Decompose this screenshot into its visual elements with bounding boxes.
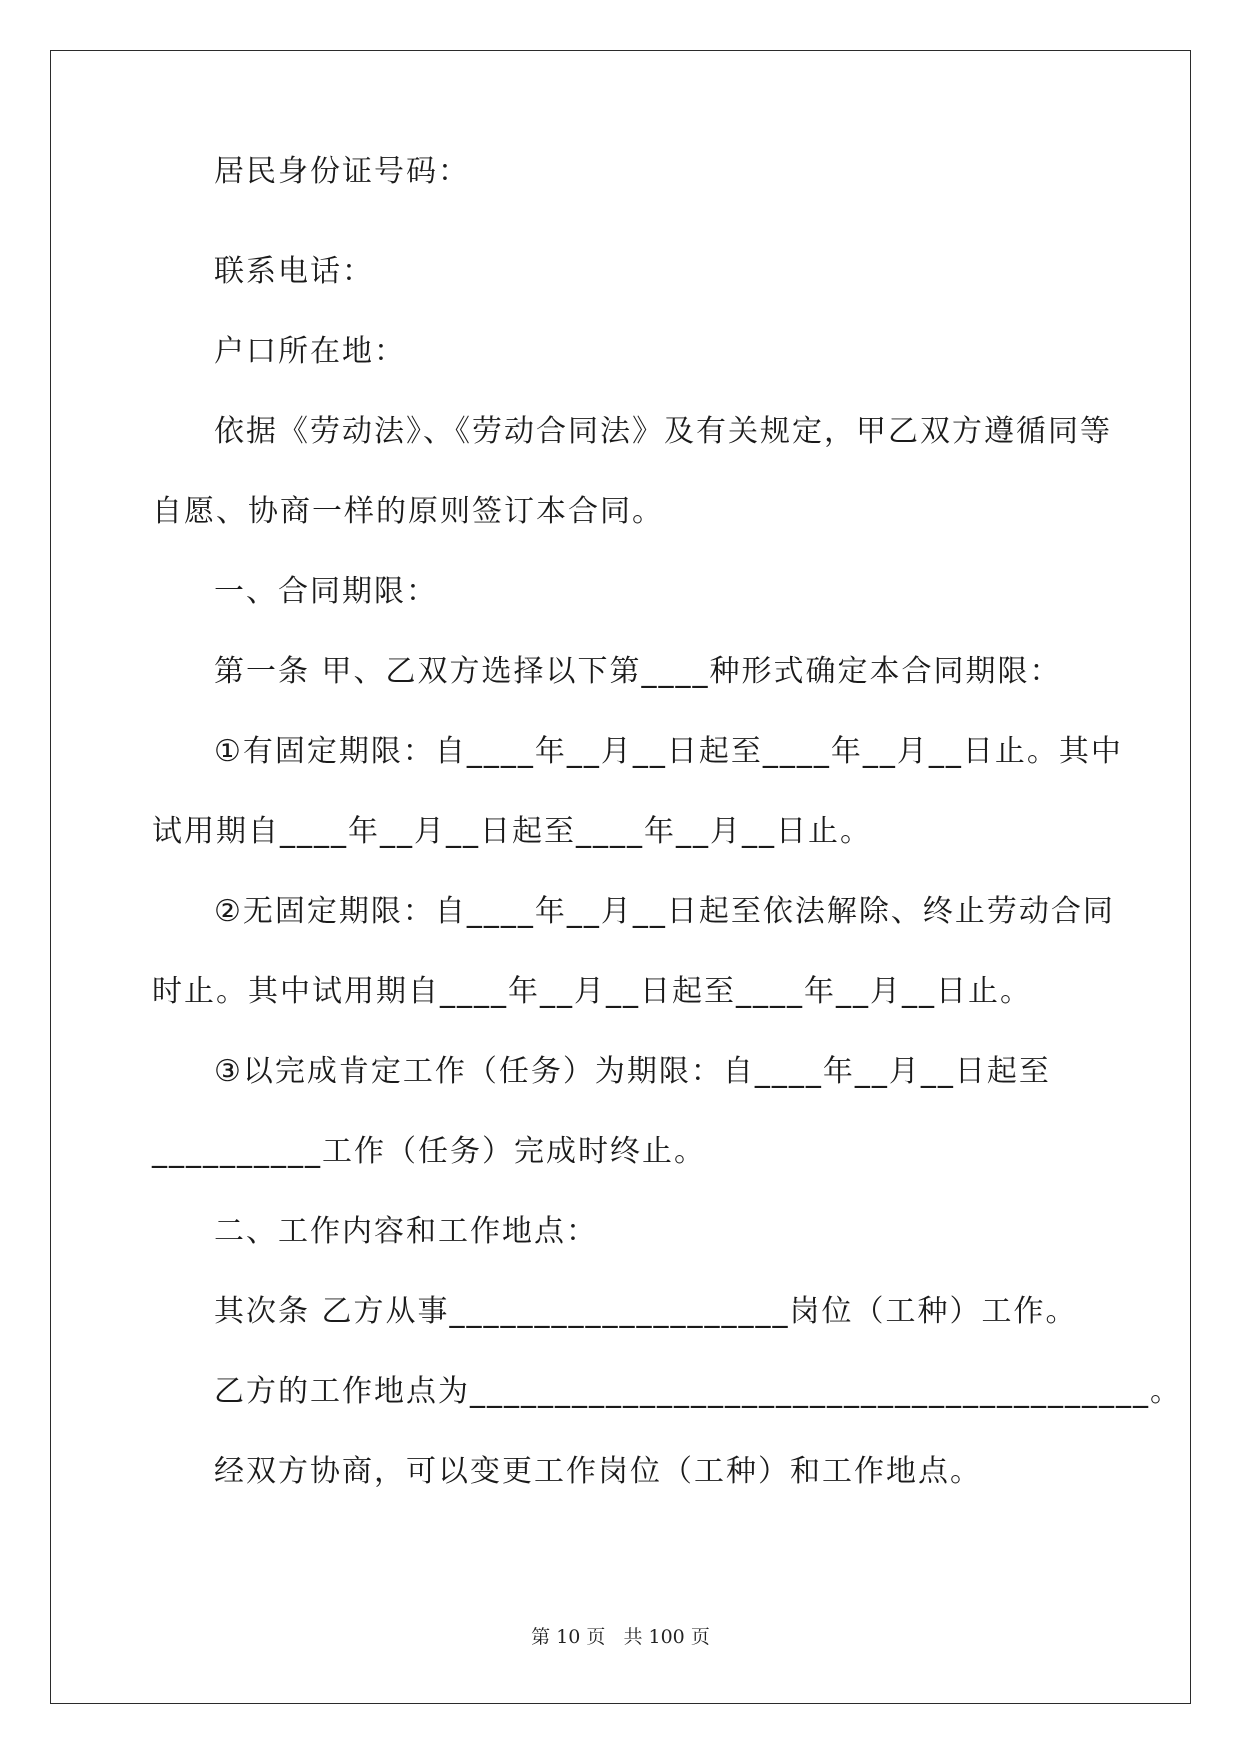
page-footer — [0, 1622, 1241, 1649]
legal-basis-line: 依据《劳动法》、《劳动合同法》及有关规定，甲乙双方遵循同等 — [214, 414, 1112, 449]
page-total: 共 100 页 — [623, 1626, 710, 1648]
page-number: 第 10 页 — [531, 1626, 606, 1648]
phone-line: 联系电话： — [214, 254, 374, 289]
fixed-term-line: ①有固定期限：自____年__月__日起至____年__月__日止。其中 — [214, 734, 1123, 769]
fixed-term-probation-line: 试用期自____年__月__日起至____年__月__日止。 — [152, 814, 872, 849]
id-number-line: 居民身份证号码： — [214, 154, 470, 189]
open-ended-term-line: ②无固定期限：自____年__月__日起至依法解除、终止劳动合同 — [214, 894, 1115, 929]
work-location-line: 乙方的工作地点为________________________________________。 — [214, 1374, 1182, 1409]
household-registration-line: 户口所在地： — [214, 334, 406, 369]
open-ended-probation-line: 时止。其中试用期自____年__月__日起至____年__月__日止。 — [152, 974, 1032, 1009]
task-based-completion-line: __________工作（任务）完成时终止。 — [152, 1134, 706, 1169]
task-based-term-line: ③以完成肯定工作（任务）为期限：自____年__月__日起至 — [214, 1054, 1051, 1089]
position-change-line: 经双方协商，可以变更工作岗位（工种）和工作地点。 — [214, 1454, 982, 1489]
section-heading-work: 二、工作内容和工作地点： — [214, 1214, 598, 1249]
section-heading-term: 一、合同期限： — [214, 574, 438, 609]
legal-basis-continuation: 自愿、协商一样的原则签订本合同。 — [152, 494, 664, 529]
article-two-line: 其次条 乙方从事____________________岗位（工种）工作。 — [214, 1294, 1078, 1329]
article-one-line: 第一条 甲、乙双方选择以下第____种形式确定本合同期限： — [214, 654, 1062, 689]
